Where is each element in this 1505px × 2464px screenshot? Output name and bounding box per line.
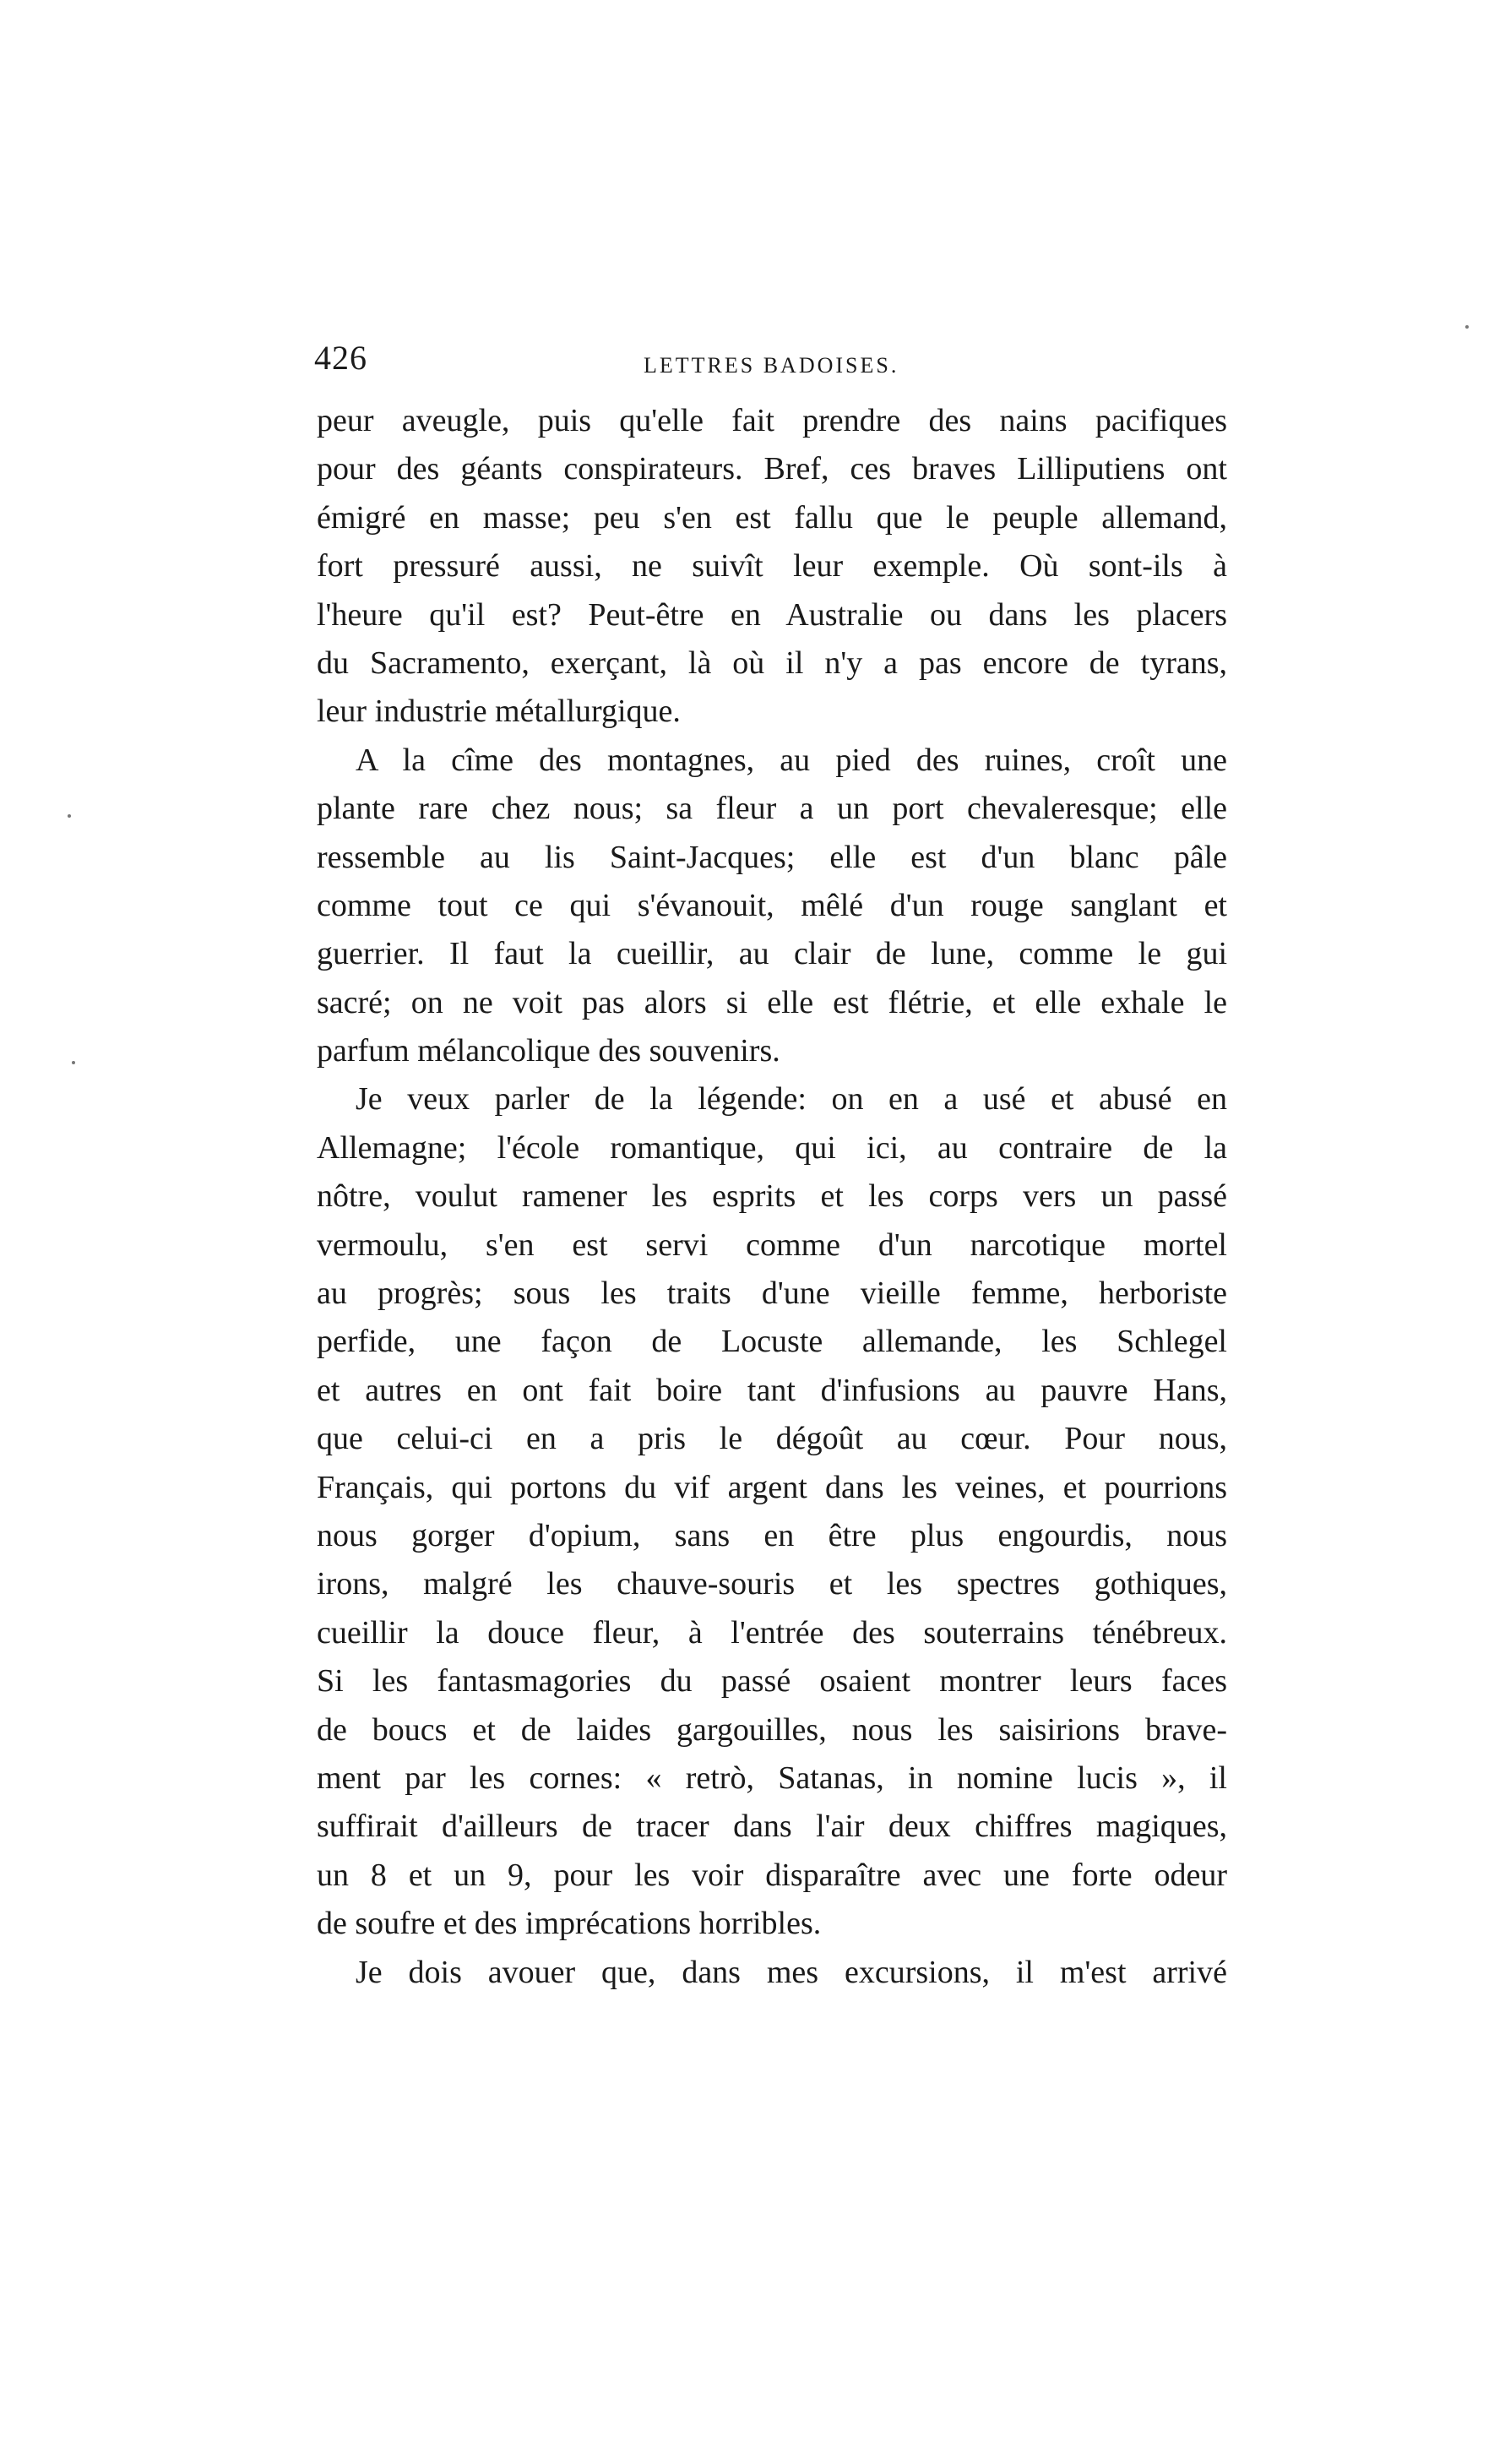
text-line: peur aveugle, puis qu'elle fait prendre des nains pacifiques [317,403,1227,438]
text-line: Allemagne; l'école romantique, qui ici, au contraire de la [317,1129,1227,1166]
text-line: cueillir la douce fleur, à l'entrée des souterrains ténébreux. [317,1614,1227,1651]
text-line: de soufre et des imprécations horribles. [317,1906,822,1942]
body-text [317,397,1227,1997]
text-line: que celui-ci en a pris le dégoût au cœur. Pour nous, [317,1421,1227,1457]
text-line: fort pressuré aussi, ne suivît leur exemple. Où sont-ils à [317,548,1227,585]
text-line: au progrès; sous les traits d'une vieille femme, herboriste [317,1276,1227,1312]
text-line: guerrier. Il faut la cueillir, au clair de lune, comme le gui [317,936,1227,972]
text-line: Je veux parler de la légende: on en a usé et abusé en [356,1081,1227,1118]
page-number: 426 [314,339,367,377]
scan-speck [72,1061,75,1064]
text-line: un 8 et un 9, pour les voir disparaître avec une forte odeur [317,1857,1227,1893]
page-header [314,338,1226,389]
text-line: leur industrie métallurgique. [317,694,681,730]
text-line: nôtre, voulut ramener les esprits et les corps vers un passé [317,1178,1227,1215]
text-line: Je dois avouer que, dans mes excursions, il m'est arrivé [356,1954,1227,1990]
text-line: comme tout ce qui s'évanouit, mêlé d'un rouge sanglant et [317,887,1227,923]
text-line: émigré en masse; peu s'en est fallu que le peuple allemand, [317,499,1227,536]
text-line: ressemble au lis Saint-Jacques; elle est d'un blanc pâle [317,839,1227,875]
text-line: irons, malgré les chauve-souris et les spectres gothiques, [317,1566,1227,1602]
text-line: de boucs et de laides gargouilles, nous les saisirions brave- [317,1711,1227,1748]
text-line: Français, qui portons du vif argent dans les veines, et pourrions [317,1469,1227,1505]
text-line: sacré; on ne voit pas alors si elle est flétrie, et elle exhale le [317,984,1227,1020]
running-title: LETTRES BADOISES. [644,353,899,378]
text-line: A la cîme des montagnes, au pied des ruines, croît une [356,742,1227,778]
text-line: du Sacramento, exerçant, là où il n'y a pas encore de tyrans, [317,645,1227,681]
text-line: suffirait d'ailleurs de tracer dans l'air deux chiffres magiques, [317,1809,1227,1845]
text-line: parfum mélancolique des souvenirs. [317,1033,780,1069]
text-line: Si les fantasmagories du passé osaient montrer leurs faces [317,1663,1227,1700]
text-line: et autres en ont fait boire tant d'infusions au pauvre Hans, [317,1372,1227,1408]
text-line: perfide, une façon de Locuste allemande, les Schlegel [317,1324,1227,1360]
text-line: nous gorger d'opium, sans en être plus engourdis, nous [317,1517,1227,1553]
text-line: plante rare chez nous; sa fleur a un port chevaleresque; elle [317,791,1227,827]
text-line: l'heure qu'il est? Peut-être en Australie ou dans les placers [317,596,1227,633]
scan-speck [1465,325,1469,329]
text-line: pour des géants conspirateurs. Bref, ces braves Lilliputiens ont [317,451,1227,487]
text-line: ment par les cornes: « retrò, Satanas, in nomine lucis », il [317,1760,1227,1796]
scan-speck [68,814,71,818]
text-line: vermoulu, s'en est servi comme d'un narcotique mortel [317,1227,1227,1263]
